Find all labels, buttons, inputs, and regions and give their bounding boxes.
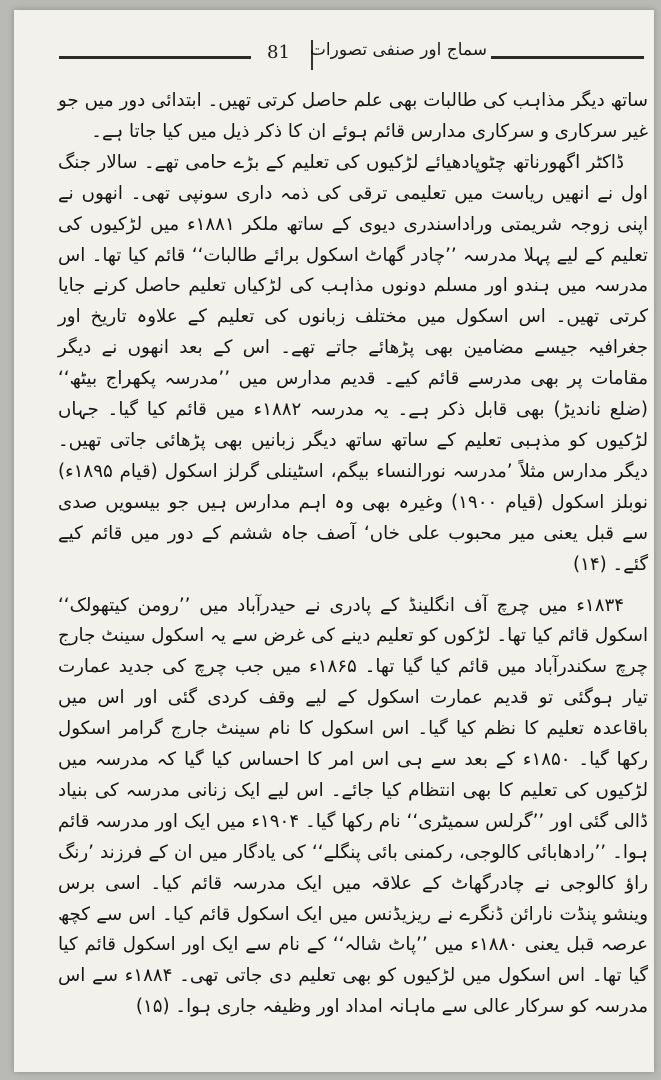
book-page — [14, 10, 654, 1072]
page-number: 81 — [267, 42, 290, 63]
page-header — [59, 38, 644, 78]
body-text — [58, 86, 648, 1023]
header-rule-left — [59, 56, 251, 59]
paragraph-3: ۱۸۳۴ء میں چرچ آف انگلینڈ کے پادری نے حیدرآباد میں ’’رومن کیتھولک‘‘ اسکول قائم کیا تھا۔ لڑکوں کو تعلیم دینے کی غرض سے یہ اسکول سینٹ جارج چرچ سکندرآباد میں قائم کیا گیا تھا۔ ۱۸۶۵ء میں جب چرچ کی جدید عمارت تیار ہوگئی تو قدیم عمارت اسکول کے لیے وقف کردی گئی اور اس میں باقاعدہ تعلیم کا نظم کیا گیا۔ اس اسکول کا نام سینٹ جارج گرامر اسکول رکھا گیا۔ ۱۸۵۰ء کے بعد سے ہی اس امر کا احساس کیا گیا کہ مدرسہ میں لڑکیوں کی تعلیم کا بھی انتظام کیا جائے۔ اس لیے ایک زنانی مدرسہ کی بنیاد ڈالی گئی اور ’’گرلس سمیٹری‘‘ نام رکھا گیا۔ ۱۹۰۴ء میں ایک اور مدرسہ قائم ہوا۔ ’’رادھابائی کالوجی، رکمنی بائی پنگلے‘‘ کی یادگار میں ان کے فرزند ’رنگ راؤ کالوجی نے چادرگھاٹ کے علاقہ میں ایک مدرسہ قائم کیا۔ اسی برس وینشو پنڈت نارائن ڈنگرے نے ریزیڈنس میں ایک اسکول قائم کیا۔ اس سے کچھ عرصہ قبل یعنی ۱۸۸۰ء میں ’’پاٹ شالہ‘‘ کے نام سے ایک اور اسکول قائم کیا گیا تھا۔ اس اسکول میں لڑکیوں کو بھی تعلیم دی جاتی تھی۔ ۱۸۸۴ء سے اس مدرسہ کو سرکار عالی سے ماہانہ امداد اور وظیفہ جاری ہوا۔ (۱۵) — [58, 594, 649, 1018]
running-title: سماج اور صنفی تصورات — [309, 40, 487, 60]
header-rule-right — [491, 56, 644, 59]
paragraph-1: ساتھ دیگر مذاہب کی طالبات بھی علم حاصل کرتی تھیں۔ ابتدائی دور میں جو غیر سرکاری و سرکاری مدارس قائم ہوئے ان کا ذکر ذیل میں کیا جاتا ہے۔ — [58, 90, 648, 142]
paragraph-2: ڈاکٹر اگھورناتھ چٹوپادھیائے لڑکیوں کی تعلیم کے بڑے حامی تھے۔ سالار جنگ اول نے انھیں ریاست میں تعلیمی ترقی کی ذمہ داری سونپی تھی۔ انھوں نے اپنی زوجہ شریمتی وراداسندری دیوی کے ساتھ ملکر ۱۸۸۱ء میں لڑکیوں کی تعلیم کے لیے پہلا مدرسہ ’’چادر گھاٹ اسکول برائے طالبات‘‘ قائم کیا تھا۔ اس مدرسہ میں ہندو اور مسلم دونوں مذاہب کی لڑکیاں تعلیم حاصل کرنے جایا کرتی تھیں۔ اس اسکول میں مختلف زبانوں کی تعلیم کے علاوہ تاریخ اور جغرافیہ جیسے مضامین بھی پڑھائے جاتے تھے۔ اس کے بعد انھوں نے دیگر مقامات پر بھی مدرسے قائم کیے۔ قدیم مدارس میں ’’مدرسہ پکھراج بیٹھ‘‘ (ضلع ناندیڑ) بھی قابل ذکر ہے۔ یہ مدرسہ ۱۸۸۲ء میں قائم کیا گیا۔ جہاں لڑکیوں کو مذہبی تعلیم کے ساتھ ساتھ دیگر زبانیں بھی پڑھائی جاتی تھیں۔ دیگر مدارس مثلاً ’مدرسہ نورالنساء بیگم، اسٹینلی گرلز اسکول (قیام ۱۸۹۵ء) نوبلز اسکول (قیام ۱۹۰۰) وغیرہ بھی وہ اہم مدارس ہیں جو بیسویں صدی سے قبل یعنی میر محبوب علی خاں‘ آصف جاہ ششم کے دور میں قائم کیے گئے۔ (۱۴) — [58, 151, 649, 575]
